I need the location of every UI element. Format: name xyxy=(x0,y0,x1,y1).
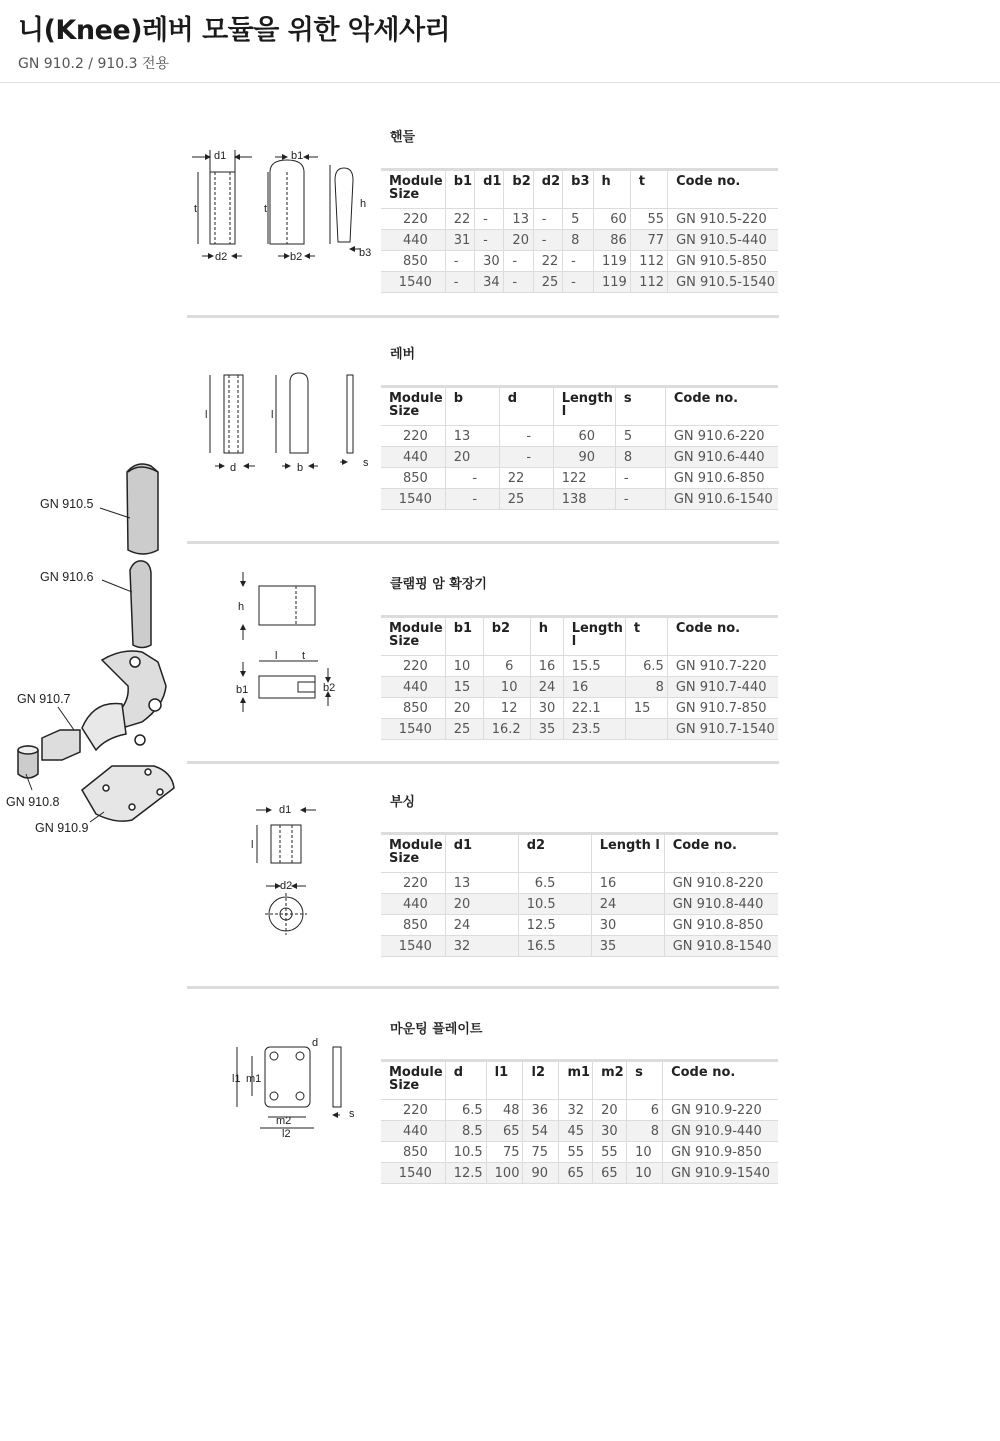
cell: 13 xyxy=(504,209,533,230)
cell: - xyxy=(504,251,533,272)
cell: 850 xyxy=(381,1142,445,1163)
cell: 20 xyxy=(593,1100,627,1121)
cell: 60 xyxy=(593,209,630,230)
section-title-lever: 레버 xyxy=(390,347,416,362)
cell: 112 xyxy=(630,251,667,272)
col-header: Module Size xyxy=(381,387,445,426)
cell: 16 xyxy=(563,677,625,698)
cell: 13 xyxy=(445,426,499,447)
cell: GN 910.7-440 xyxy=(667,677,778,698)
cell: 48 xyxy=(486,1100,523,1121)
label-gn9107: GN 910.7 xyxy=(17,692,71,706)
dim-label: l xyxy=(251,839,254,851)
cell: 138 xyxy=(553,489,615,510)
cell: 1540 xyxy=(381,936,445,957)
cell: GN 910.6-850 xyxy=(665,468,778,489)
dim-label: b2 xyxy=(323,682,336,694)
col-header: d2 xyxy=(518,834,591,873)
cell: - xyxy=(445,468,499,489)
cell: GN 910.8-220 xyxy=(664,873,778,894)
dim-label: l2 xyxy=(282,1128,291,1140)
extension-shape xyxy=(42,730,80,760)
cell: 220 xyxy=(381,1100,445,1121)
cell: 220 xyxy=(381,426,445,447)
extension-drawing xyxy=(236,572,335,712)
assembly-illustration xyxy=(18,464,174,822)
cell: 12 xyxy=(483,698,530,719)
cell: 20 xyxy=(445,894,518,915)
dim-label: s xyxy=(363,457,369,469)
cell: 6.5 xyxy=(518,873,591,894)
section-title-handle: 핸들 xyxy=(390,130,416,145)
cell: - xyxy=(563,251,593,272)
col-header: Code no. xyxy=(665,387,778,426)
dim-label: d xyxy=(312,1037,319,1049)
cell: GN 910.9-1540 xyxy=(663,1163,778,1184)
cell: GN 910.5-850 xyxy=(668,251,778,272)
col-header: Code no. xyxy=(668,170,778,209)
cell: GN 910.6-220 xyxy=(665,426,778,447)
dim-label: t xyxy=(194,203,198,215)
col-header: d xyxy=(445,1061,486,1100)
cell: GN 910.9-220 xyxy=(663,1100,778,1121)
cell: - xyxy=(504,272,533,293)
cell: - xyxy=(445,489,499,510)
dim-label: m1 xyxy=(246,1073,262,1085)
label-gn9106: GN 910.6 xyxy=(40,570,94,584)
cell: 10.5 xyxy=(518,894,591,915)
cell: GN 910.9-850 xyxy=(663,1142,778,1163)
lever-shape xyxy=(130,561,151,648)
col-header: b2 xyxy=(483,617,530,656)
dim-label: b1 xyxy=(291,150,304,162)
cell: 23.5 xyxy=(563,719,625,740)
dim-label: d xyxy=(230,462,237,474)
cell: 22.1 xyxy=(563,698,625,719)
cell: 850 xyxy=(381,915,445,936)
page-title: 니(Knee)레버 모듈을 위한 악세사리 xyxy=(18,15,451,46)
cell: 16.5 xyxy=(518,936,591,957)
cell: 22 xyxy=(533,251,562,272)
dim-label: b2 xyxy=(290,251,303,263)
cell: 22 xyxy=(499,468,553,489)
cell: 31 xyxy=(445,230,474,251)
page-subtitle: GN 910.2 / 910.3 전용 xyxy=(18,56,170,72)
cell: 30 xyxy=(530,698,563,719)
col-header: Module Size xyxy=(381,1061,445,1100)
cell: 25 xyxy=(499,489,553,510)
label-gn9109: GN 910.9 xyxy=(35,821,89,835)
cell: 6.5 xyxy=(625,656,667,677)
cell: 10.5 xyxy=(445,1142,486,1163)
cell: 8 xyxy=(627,1121,663,1142)
cell: 16.2 xyxy=(483,719,530,740)
cell: 119 xyxy=(593,251,630,272)
cell: - xyxy=(499,426,553,447)
col-header: b3 xyxy=(563,170,593,209)
cell: 850 xyxy=(381,251,445,272)
cell: - xyxy=(445,272,474,293)
cell: 24 xyxy=(530,677,563,698)
cell: - xyxy=(475,230,504,251)
handle-drawing xyxy=(192,150,371,263)
cell: 440 xyxy=(381,447,445,468)
cell: 24 xyxy=(591,894,664,915)
cell: 100 xyxy=(486,1163,523,1184)
cell: GN 910.7-850 xyxy=(667,698,778,719)
cell: 220 xyxy=(381,209,445,230)
cell: 10 xyxy=(627,1163,663,1184)
cell: 6 xyxy=(627,1100,663,1121)
lever-drawing xyxy=(205,373,369,474)
section-title-extension: 클램핑 암 확장기 xyxy=(390,577,487,592)
cell: 5 xyxy=(615,426,665,447)
cell: 65 xyxy=(593,1163,627,1184)
col-header: Length l xyxy=(553,387,615,426)
cell: 65 xyxy=(559,1163,593,1184)
col-header: b1 xyxy=(445,617,483,656)
cell: 20 xyxy=(445,447,499,468)
dim-label: l1 xyxy=(232,1073,241,1085)
cell: 25 xyxy=(445,719,483,740)
cell: 122 xyxy=(553,468,615,489)
cell: 36 xyxy=(523,1100,559,1121)
dim-label: l xyxy=(205,409,208,421)
cell: 30 xyxy=(591,915,664,936)
col-header: d1 xyxy=(445,834,518,873)
cell: GN 910.7-220 xyxy=(667,656,778,677)
cell: - xyxy=(615,468,665,489)
cell: 30 xyxy=(593,1121,627,1142)
col-header: m1 xyxy=(559,1061,593,1100)
col-header: m2 xyxy=(593,1061,627,1100)
cell: 30 xyxy=(475,251,504,272)
cell: 220 xyxy=(381,656,445,677)
cell: 10 xyxy=(627,1142,663,1163)
col-header: Module Size xyxy=(381,170,445,209)
cell: 55 xyxy=(593,1142,627,1163)
col-header: l2 xyxy=(523,1061,559,1100)
cell: 15 xyxy=(625,698,667,719)
col-header: d1 xyxy=(475,170,504,209)
cell: 55 xyxy=(559,1142,593,1163)
plate-drawing xyxy=(232,1037,355,1140)
cell: 25 xyxy=(533,272,562,293)
cell: 8 xyxy=(563,230,593,251)
cell: 22 xyxy=(445,209,474,230)
cell: 35 xyxy=(530,719,563,740)
cell: 112 xyxy=(630,272,667,293)
dim-label: l xyxy=(271,409,274,421)
cell: - xyxy=(533,209,562,230)
col-header: Code no. xyxy=(663,1061,778,1100)
cell: 1540 xyxy=(381,719,445,740)
cell: 850 xyxy=(381,468,445,489)
cell: 220 xyxy=(381,873,445,894)
col-header: Length l xyxy=(591,834,664,873)
col-header: t xyxy=(630,170,667,209)
cell: GN 910.8-440 xyxy=(664,894,778,915)
cell: 60 xyxy=(553,426,615,447)
col-header: s xyxy=(615,387,665,426)
cell: GN 910.7-1540 xyxy=(667,719,778,740)
col-header: h xyxy=(593,170,630,209)
cell: 54 xyxy=(523,1121,559,1142)
cell: 1540 xyxy=(381,272,445,293)
cell: 850 xyxy=(381,698,445,719)
dim-label: h xyxy=(238,601,245,613)
cell: GN 910.5-220 xyxy=(668,209,778,230)
cell: 1540 xyxy=(381,1163,445,1184)
cell: 1540 xyxy=(381,489,445,510)
cell: 8.5 xyxy=(445,1121,486,1142)
cell: 35 xyxy=(591,936,664,957)
col-header: Code no. xyxy=(667,617,778,656)
cell: 440 xyxy=(381,230,445,251)
dim-label: d1 xyxy=(279,804,292,816)
dim-label: d1 xyxy=(214,150,227,162)
cell: - xyxy=(533,230,562,251)
cell: 75 xyxy=(523,1142,559,1163)
cell: 77 xyxy=(630,230,667,251)
cell: 86 xyxy=(593,230,630,251)
col-header: b1 xyxy=(445,170,474,209)
cell: 32 xyxy=(445,936,518,957)
dim-label: t xyxy=(264,203,268,215)
cell: 13 xyxy=(445,873,518,894)
label-gn9108: GN 910.8 xyxy=(6,795,60,809)
bushing-drawing xyxy=(251,804,316,935)
cell: 45 xyxy=(559,1121,593,1142)
cell: 15.5 xyxy=(563,656,625,677)
col-header: Module Size xyxy=(381,617,445,656)
cell: 440 xyxy=(381,1121,445,1142)
dim-label: s xyxy=(349,1108,355,1120)
cell: GN 910.8-850 xyxy=(664,915,778,936)
cell: 8 xyxy=(615,447,665,468)
cell: 90 xyxy=(523,1163,559,1184)
cell: GN 910.6-1540 xyxy=(665,489,778,510)
cell: - xyxy=(563,272,593,293)
col-header: b xyxy=(445,387,499,426)
col-header: d xyxy=(499,387,553,426)
section-title-bushing: 부싱 xyxy=(390,795,416,810)
cell: GN 910.9-440 xyxy=(663,1121,778,1142)
cell: 65 xyxy=(486,1121,523,1142)
cell: - xyxy=(475,209,504,230)
cell: 12.5 xyxy=(445,1163,486,1184)
cell: - xyxy=(445,251,474,272)
cell: 20 xyxy=(445,698,483,719)
section-title-plate: 마운팅 플레이트 xyxy=(390,1022,483,1037)
col-header: s xyxy=(627,1061,663,1100)
cell: 5 xyxy=(563,209,593,230)
col-header: d2 xyxy=(533,170,562,209)
cell: - xyxy=(499,447,553,468)
col-header: t xyxy=(625,617,667,656)
cell: 75 xyxy=(486,1142,523,1163)
cell: - xyxy=(615,489,665,510)
cell: 440 xyxy=(381,894,445,915)
cell: 15 xyxy=(445,677,483,698)
dim-label: b1 xyxy=(236,684,249,696)
col-header: l1 xyxy=(486,1061,523,1100)
cell: 16 xyxy=(591,873,664,894)
cell: 12.5 xyxy=(518,915,591,936)
col-header: b2 xyxy=(504,170,533,209)
cell: 440 xyxy=(381,677,445,698)
cell: 34 xyxy=(475,272,504,293)
dim-label: d2 xyxy=(215,251,228,263)
cell: GN 910.5-440 xyxy=(668,230,778,251)
cell: GN 910.8-1540 xyxy=(664,936,778,957)
label-gn9105: GN 910.5 xyxy=(40,497,94,511)
dim-label: h xyxy=(360,198,367,210)
col-header: h xyxy=(530,617,563,656)
cell: 24 xyxy=(445,915,518,936)
col-header: Module Size xyxy=(381,834,445,873)
cell: 16 xyxy=(530,656,563,677)
cell: 8 xyxy=(625,677,667,698)
dim-label: m2 xyxy=(276,1115,292,1127)
handle-shape xyxy=(127,464,158,554)
cell: 90 xyxy=(553,447,615,468)
dim-label: d2 xyxy=(280,880,293,892)
cell: 6.5 xyxy=(445,1100,486,1121)
col-header: Length l xyxy=(563,617,625,656)
dim-label: b xyxy=(297,462,304,474)
cell: 10 xyxy=(445,656,483,677)
cell: 10 xyxy=(483,677,530,698)
cell: 119 xyxy=(593,272,630,293)
cell: 20 xyxy=(504,230,533,251)
cell: GN 910.6-440 xyxy=(665,447,778,468)
dim-label: b3 xyxy=(359,247,372,259)
dim-label: l xyxy=(275,650,278,662)
col-header: Code no. xyxy=(664,834,778,873)
cell: 32 xyxy=(559,1100,593,1121)
cell: 55 xyxy=(630,209,667,230)
cell: 6 xyxy=(483,656,530,677)
cell: GN 910.5-1540 xyxy=(668,272,778,293)
dim-label: t xyxy=(302,650,306,662)
